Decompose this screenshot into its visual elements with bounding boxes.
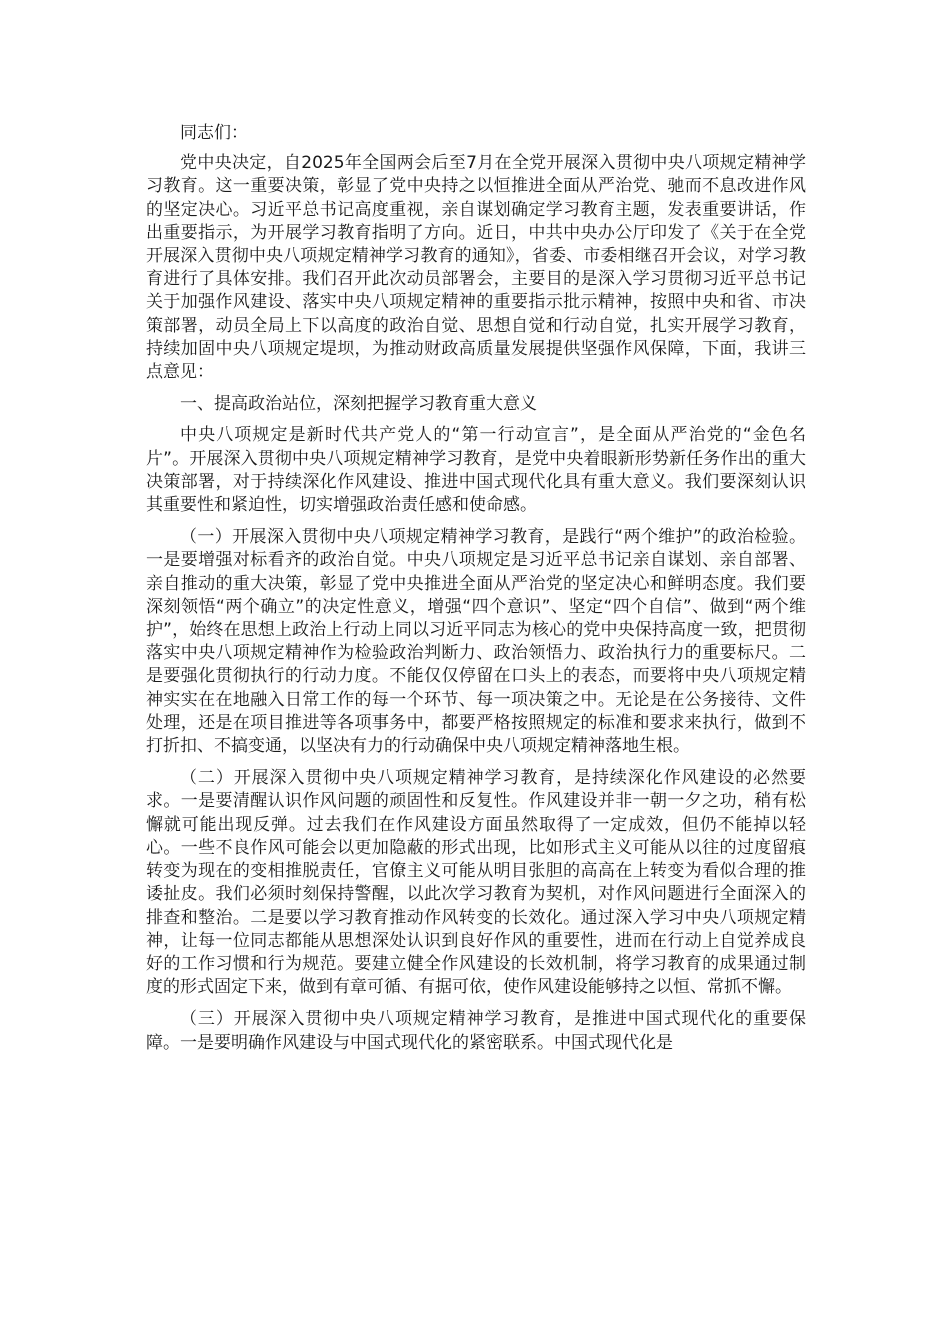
body-paragraph: （三）开展深入贯彻中央八项规定精神学习教育，是推进中国式现代化的重要保障。一是要明确作风建设与中国式现代化的紧密联系。中国式现代化是 [146,1009,806,1053]
intro-paragraph: 党中央决定，自2025年全国两会后至7月在全党开展深入贯彻中央八项规定精神学习教育。这一重要决策，彰显了党中央持之以恒推进全面从严治党、驰而不息改进作风的坚定决心。习近平总书记高度重视，亲自谋划确定学习教育主题，发表重要讲话，作出重要指示，为开展学习教育指明了方向。近日，中共中央办公厅印发了《关于在全党开展深入贯彻中央八项规定精神学习教育的通知》，省委、市委相继召开会议，对学习教育进行了具体安排。我们召开此次动员部署会，主要目的是深入学习贯彻习近平总书记关于加强作风建设、落实中央八项规定精神的重要指示批示精神，按照中央和省、市决策部署，动员全局上下以高度的政治自觉、思想自觉和行动自觉，扎实开展学习教育，持续加固中央八项规定堤坝，为推动财政高质量发展提供坚强作风保障，下面，我讲三点意见： [146,153,806,383]
body-paragraph: （一）开展深入贯彻中央八项规定精神学习教育，是践行“两个维护”的政治检验。一是要增强对标看齐的政治自觉。中央八项规定是习近平总书记亲自谋划、亲自部署、亲自推动的重大决策，彰显了党中央推进全面从严治党的坚定决心和鲜明态度。我们要深刻领悟“两个确立”的决定性意义，增强“四个意识”、坚定“四个自信”、做到“两个维护”，始终在思想上政治上行动上同以习近平同志为核心的党中央保持高度一致，把贯彻落实中央八项规定精神作为检验政治判断力、政治领悟力、政治执行力的重要标尺。二是要强化贯彻执行的行动力度。不能仅仅停留在口头上的表态，而要将中央八项规定精神实实在在地融入日常工作的每一个环节、每一项决策之中。无论是在公务接待、文件处理，还是在项目推进等各项事务中，都要严格按照规定的标准和要求来执行，做到不打折扣、不搞变通，以坚决有力的行动确保中央八项规定精神落地生根。 [146,527,806,757]
section-heading: 一、提高政治站位，深刻把握学习教育重大意义 [180,394,537,415]
document-body [146,122,806,1064]
body-paragraph: （二）开展深入贯彻中央八项规定精神学习教育，是持续深化作风建设的必然要求。一是要清醒认识作风问题的顽固性和反复性。作风建设并非一朝一夕之功，稍有松懈就可能出现反弹。过去我们在作风建设方面虽然取得了一定成效，但仍不能掉以轻心。一些不良作风可能会以更加隐蔽的形式出现，比如形式主义可能从以往的过度留痕转变为现在的变相推脱责任，官僚主义可能从明目张胆的高高在上转变为看似合理的推诿扯皮。我们必须时刻保持警醒，以此次学习教育为契机，对作风问题进行全面深入的排查和整治。二是要以学习教育推动作风转变的长效化。通过深入学习中央八项规定精神，让每一位同志都能从思想深处认识到良好作风的重要性，进而在行动上自觉养成良好的工作习惯和行为规范。要建立健全作风建设的长效机制，将学习教育的成果通过制度的形式固定下来，做到有章可循、有据可依，使作风建设能够持之以恒、常抓不懈。 [146,768,806,998]
salutation: 同志们： [180,123,248,143]
body-paragraph: 中央八项规定是新时代共产党人的“第一行动宣言”，是全面从严治党的“金色名片”。开展深入贯彻中央八项规定精神学习教育，是党中央着眼新形势新任务作出的重大决策部署，对于持续深化作风建设、推进中国式现代化具有重大意义。我们要深刻认识其重要性和紧迫性，切实增强政治责任感和使命感。 [146,425,806,516]
